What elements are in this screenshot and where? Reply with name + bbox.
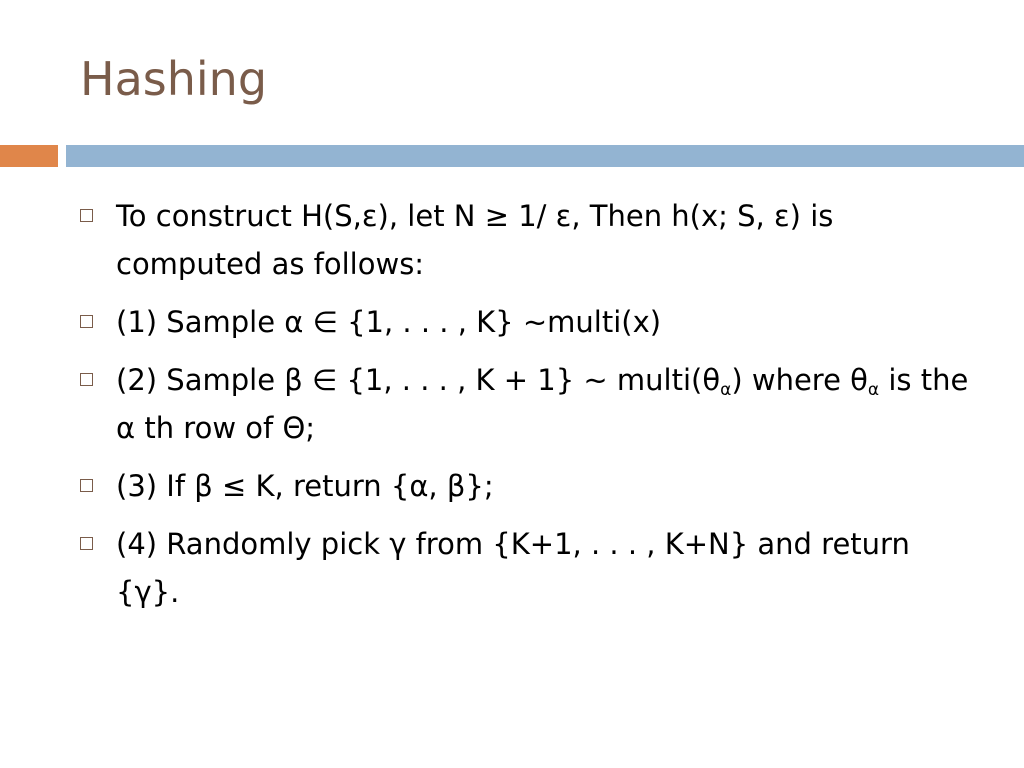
- bullet-text-1: To construct H(S,ε), let N ≥ 1/ ε, Then h(x; S, ε) is computed as follows:: [116, 199, 834, 281]
- bullet-3-prefix: (2) Sample β ∈ {1, . . . , K + 1} ∼ multi(θ: [116, 363, 721, 397]
- bullet-list: [80, 192, 980, 626]
- title-accent-bar-blue: [66, 145, 1024, 167]
- bullet-3-suffix: is the α th row of Θ;: [116, 363, 969, 445]
- bullet-3-middle: ) where θ: [731, 363, 868, 397]
- hollow-square-icon: [80, 315, 93, 328]
- hollow-square-icon: [80, 373, 93, 386]
- bullet-item-2: [80, 298, 980, 346]
- hollow-square-icon: [80, 209, 93, 222]
- bullet-item-3: [80, 356, 980, 452]
- title-accent-bar-orange: [0, 145, 58, 167]
- bullet-3-subscript-1: α: [720, 380, 732, 400]
- bullet-item-4: [80, 462, 980, 510]
- bullet-text-4: (3) If β ≤ K, return {α, β};: [116, 469, 494, 503]
- hollow-square-icon: [80, 479, 93, 492]
- bullet-text-5: (4) Randomly pick γ from {K+1, . . . , K+N} and return {γ}.: [116, 527, 910, 609]
- bullet-item-1: [80, 192, 980, 288]
- bullet-text-2: (1) Sample α ∈ {1, . . . , K} ∼multi(x): [116, 305, 662, 339]
- bullet-text-3: [116, 356, 980, 452]
- bullet-3-subscript-2: α: [867, 380, 880, 400]
- bullet-item-5: [80, 520, 980, 616]
- hollow-square-icon: [80, 537, 93, 550]
- slide-title: Hashing: [80, 52, 268, 106]
